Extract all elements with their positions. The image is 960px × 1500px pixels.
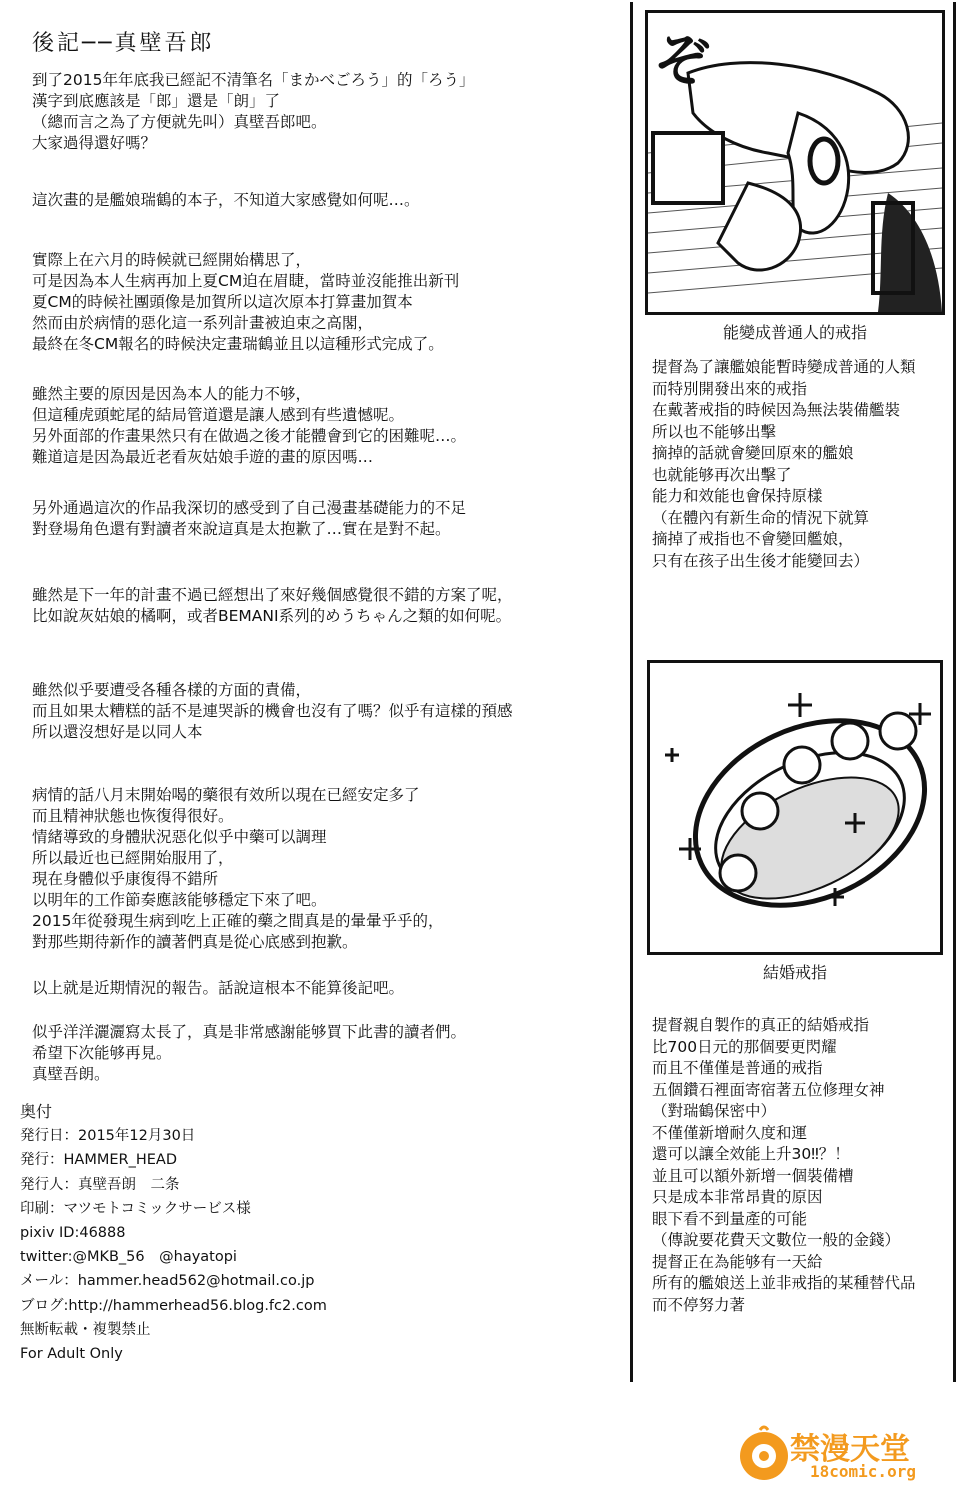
paragraph-line: 而且精神狀態也恢復得很好。 [32,807,234,825]
paragraph-line: 夏CM的時候社團頭像是加賀所以這次原本打算畫加賀本 [32,293,413,311]
colophon-line: 印刷：マツモトコミックサービス様 [20,1200,251,1217]
description-line: 所有的艦娘送上並非戒指的某種替代品 [652,1274,916,1292]
paragraph-line: 比如說灰姑娘的橘啊，或者BEMANI系列的めうちゃん之類的如何呢。 [32,607,512,625]
colophon-line: 発行日：2015年12月30日 [20,1128,196,1145]
description-line: 能力和效能也會保持原樣 [652,487,823,505]
afterword-paragraph [32,250,459,355]
paragraph-line: 對那些期待新作的讀著們真是從心底感到抱歉。 [32,933,358,951]
description-line: 只是成本非常昂貴的原因 [652,1188,823,1206]
afterword-paragraph [32,785,443,953]
panel-hand-ring [645,10,945,315]
paragraph-line: 現在身體似乎康復得不錯所 [32,870,219,888]
paragraph-line: 另外面部的作畫果然只有在做過之後才能體會到它的困難呢…。 [32,427,467,445]
colophon-line: For Adult Only [20,1346,123,1363]
description-line: 並且可以額外新增一個裝備槽 [652,1166,854,1185]
paragraph-line: 然而由於病情的惡化這一系列計畫被迫束之高閣， [32,314,374,332]
description-line: 在戴著戒指的時候因為無法裝備艦裝 [652,401,901,419]
colophon-line: ブログ:http://hammerhead56.blog.fc2.com [20,1297,327,1314]
paragraph-line: 2015年從發現生病到吃上正確的藥之間真是的暈暈乎乎的， [32,912,444,930]
afterword-paragraph [32,978,404,999]
description-line: 也就能够再次出擊了 [652,465,792,484]
paragraph-line: 雖然似乎要遭受各種各樣的方面的責備， [32,681,312,699]
description-line: （對瑞鶴保密中） [652,1102,777,1120]
caption-ring-normal: 能變成普通人的戒指 [722,323,867,342]
paragraph-line: 到了2015年年底我已經記不清筆名「まかべごろう」的「ろう」 [32,71,475,89]
site-watermark [734,1424,934,1484]
paragraph-line: 似乎洋洋灑灑寫太長了，真是非常感謝能够買下此書的讀者們。 [32,1023,467,1041]
colophon-line: 発行：HAMMER_HEAD [20,1152,177,1169]
afterword-paragraph [32,384,466,468]
description-line: （在體內有新生命的情況下就算 [652,508,870,527]
paragraph-line: 實際上在六月的時候就已經開始構思了， [32,251,312,269]
afterword-paragraph [32,680,513,743]
description-line: 提督為了讓艦娘能暫時變成普通的人類 [652,358,916,376]
paragraph-line: 情緒導致的身體狀況惡化似乎中藥可以調理 [32,828,327,846]
watermark-url: 18comic.org [810,1462,916,1481]
paragraph-line: 大家過得還好嗎？ [32,134,157,152]
afterword-paragraph [32,70,474,154]
description-line: 還可以讓全效能上升30‼？！ [652,1145,850,1163]
paragraph-line: 最終在冬CM報名的時候決定畫瑞鶴並且以這種形式完成了。 [32,335,444,353]
description-line: 所以也不能够出擊 [652,422,777,441]
description-line: 不僅僅新增耐久度和運 [652,1123,808,1142]
paragraph-line: 病情的話八月末開始喝的藥很有效所以現在已經安定多了 [32,786,420,804]
description-line: 提督親自製作的真正的結婚戒指 [652,1016,870,1034]
panel-wedding-ring [647,660,943,955]
description-line: 眼下看不到量產的可能 [652,1209,808,1228]
paragraph-line: 希望下次能够再見。 [32,1044,172,1062]
afterword-paragraph [32,190,420,211]
colophon-line: 発行人：真壁吾朗 二条 [20,1176,180,1193]
sfx-text: ぞ [654,28,710,94]
caption-wedding-ring: 結婚戒指 [762,963,827,982]
paragraph-line: 所以還沒想好是以同人本 [32,723,203,741]
afterword-paragraph [32,1022,466,1085]
paragraph-line: 另外通過這次的作品我深切的感受到了自己漫畫基礎能力的不足 [32,499,467,517]
colophon [20,1100,327,1366]
paragraph-line: 但這種虎頭蛇尾的結局管道還是讓人感到有些遺憾呢。 [32,406,405,424]
description-line: 而不停努力著 [652,1295,746,1314]
paragraph-line: 漢字到底應該是「郎」還是「朗」了 [32,92,281,110]
paragraph-line: 以明年的工作節奏應該能够穩定下來了吧。 [32,891,327,909]
paragraph-line: 以上就是近期情況的報告。話說這根本不能算後記吧。 [32,979,405,997]
description-line: 而特別開發出來的戒指 [652,379,808,398]
logo-mascot-icon [734,1424,794,1484]
wedding-ring-illustration [650,663,940,952]
description-line: 五個鑽石裡面寄宿著五位修理女神 [652,1080,885,1099]
watermark-name: 禁漫天堂 [790,1432,910,1467]
afterword-paragraph [32,585,513,627]
paragraph-line: 而且如果太糟糕的話不是連哭訴的機會也沒有了嗎？似乎有這樣的預感 [32,702,513,720]
description-line: 摘掉的話就會變回原來的艦娘 [652,444,854,462]
description-line: 而且不僅僅是普通的戒指 [652,1059,823,1077]
paragraph-line: 這次畫的是艦娘瑞鶴的本子，不知道大家感覺如何呢…。 [32,191,420,209]
paragraph-line: 真壁吾朗。 [32,1065,110,1083]
description-line: 提督正在為能够有一天給 [652,1252,823,1271]
afterword-title: 後記──真壁吾郎 [32,31,215,56]
colophon-line: 無断転載・複製禁止 [20,1321,151,1338]
paragraph-line: 雖然主要的原因是因為本人的能力不够， [32,385,312,403]
colophon-line: pixiv ID:46888 [20,1225,126,1242]
paragraph-line: 雖然是下一年的計畫不過已經想出了來好幾個感覺很不錯的方案了呢， [32,586,513,604]
colophon-line: twitter:@MKB_56 @hayatopi [20,1249,237,1266]
description-line: 比700日元的那個要更閃耀 [652,1037,837,1056]
paragraph-line: 難道這是因為最近老看灰姑娘手遊的畫的原因嗎… [32,448,374,466]
description-line: 摘掉了戒指也不會變回艦娘， [652,530,854,548]
colophon-line: メール：hammer.head562@hotmail.co.jp [20,1273,315,1290]
paragraph-line: 所以最近也已經開始服用了， [32,849,234,867]
description-line: （傳說要花費天文數位一般的金錢） [652,1231,901,1249]
description-ring-normal [652,357,916,572]
afterword-paragraph [32,498,466,540]
paragraph-line: 對登場角色還有對讀者來說這真是太抱歉了…實在是對不起。 [32,520,451,538]
colophon-heading: 奥付 [20,1102,53,1121]
paragraph-line: 可是因為本人生病再加上夏CM迫在眉睫，當時並沒能推出新刊 [32,272,460,290]
paragraph-line: （總而言之為了方便就先叫）真壁吾郎吧。 [32,113,327,131]
description-line: 只有在孩子出生後才能變回去） [652,551,870,570]
description-wedding-ring [652,1015,916,1316]
